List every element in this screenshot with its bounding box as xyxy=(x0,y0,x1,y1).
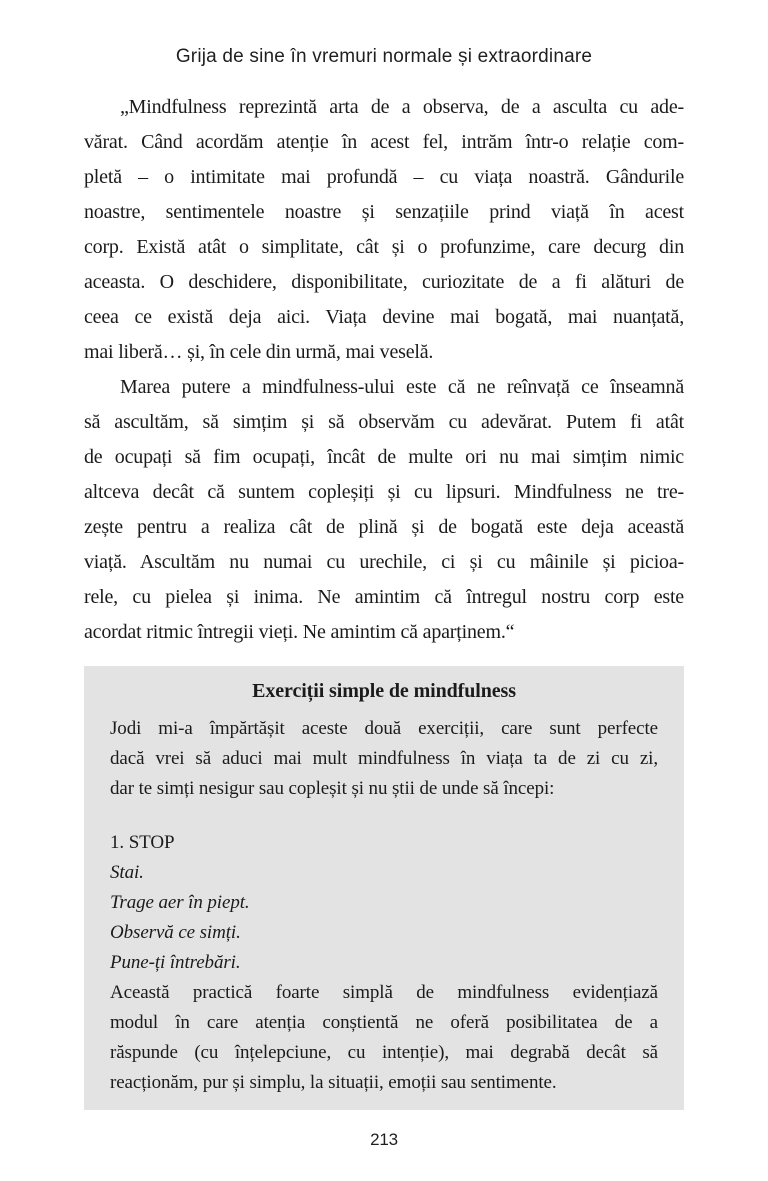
text-line: ceea ce există deja aici. Viața devine mai bogată, mai nuanțată, xyxy=(84,306,684,328)
text-line: reacționăm, pur și simplu, la situații, emoții sau sentimente. xyxy=(110,1072,557,1093)
page-number: 213 xyxy=(370,1130,398,1149)
text-line: dacă vrei să aduci mai mult mindfulness în viața ta de zi cu zi, xyxy=(110,748,658,769)
text-line: răspunde (cu înțelepciune, cu intenție), mai degrabă decât să xyxy=(110,1042,658,1063)
text-line: modul în care atenția conștientă ne oferă posibilitatea de a xyxy=(110,1012,658,1033)
text-line: corp. Există atât o simplitate, cât și o profunzime, care decurg din xyxy=(84,236,684,258)
exercise-step-line: Observă ce simți. xyxy=(110,922,241,943)
text-line: să ascultăm, să simțim și să observăm cu adevărat. Putem fi atât xyxy=(84,411,684,433)
text-line: acordat ritmic întregii vieți. Ne amintim că aparținem.“ xyxy=(84,621,515,643)
exercise-step-line: Trage aer în piept. xyxy=(110,892,250,913)
quote-paragraph xyxy=(84,90,684,370)
text-line: de ocupați să fim ocupați, încât de multe ori nu mai simțim nimic xyxy=(84,446,684,468)
text-line: altceva decât că suntem copleșiți și cu lipsuri. Mindfulness ne tre- xyxy=(84,481,684,503)
text-line: noastre, sentimentele noastre și senzațiile prind viață în acest xyxy=(84,201,684,223)
text-line: viață. Ascultăm nu numai cu urechile, ci și cu mâinile și picioa- xyxy=(84,551,684,573)
exercise-box-intro xyxy=(110,714,658,804)
text-line: Marea putere a mindfulness-ului este că ne reînvață ce înseamnă xyxy=(120,376,684,398)
exercise-step-line: Pune-ți întrebări. xyxy=(110,952,241,973)
text-line: pletă – o intimitate mai profundă – cu viața noastră. Gândurile xyxy=(84,166,684,188)
text-line: vărat. Când acordăm atenție în acest fel, intrăm într-o relație com- xyxy=(84,131,684,153)
text-line: aceasta. O deschidere, disponibilitate, curiozitate de a fi alături de xyxy=(84,271,684,293)
text-line: „Mindfulness reprezintă arta de a observa, de a asculta cu ade- xyxy=(120,96,684,118)
text-line: zește pentru a realiza cât de plină și de bogată este deja această xyxy=(84,516,684,538)
running-header: Grija de sine în vremuri normale și extraordinare xyxy=(175,46,593,67)
text-line: Această practică foarte simplă de mindfulness evidențiază xyxy=(110,982,658,1003)
exercise-number: 1. STOP xyxy=(110,832,175,853)
second-paragraph xyxy=(84,370,684,650)
text-line: Jodi mi-a împărtășit aceste două exerciții, care sunt perfecte xyxy=(110,718,658,739)
text-line: mai liberă… și, în cele din urmă, mai veselă. xyxy=(84,341,434,363)
exercise-steps xyxy=(110,858,658,978)
page-content xyxy=(84,90,684,1157)
exercise-box-title: Exerciții simple de mindfulness xyxy=(252,680,516,702)
text-line: dar te simți nesigur sau copleșit și nu știi de unde să începi: xyxy=(110,778,555,799)
exercise-box xyxy=(84,666,684,1110)
exercise-step-line: Stai. xyxy=(110,862,144,883)
text-line: rele, cu pielea și inima. Ne amintim că întregul nostru corp este xyxy=(84,586,684,608)
exercise-box-outro xyxy=(110,978,658,1098)
